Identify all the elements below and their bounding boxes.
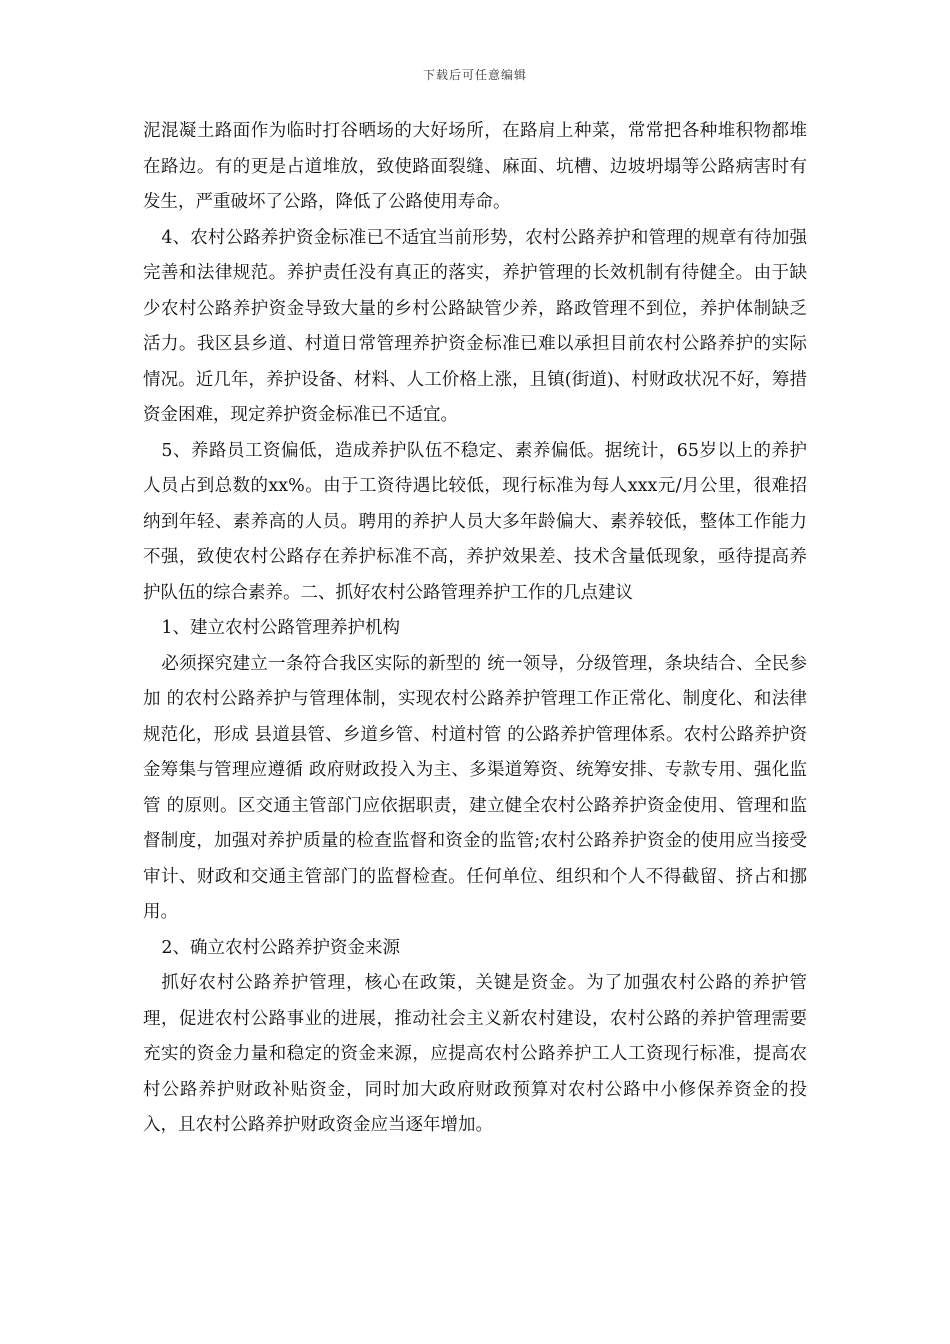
section-heading-2: 2、确立农村公路养护资金来源 (161, 937, 401, 958)
paragraph-section-2: 抓好农村公路养护管理，核心在政策，关键是资金。为了加强农村公路的养护管理，促进农村公路事业的进展，推动社会主义新农村建设，农村公路的养护管理需要充实的资金力量和稳定的资金来源，应提高农村公路养护工人工资现行标准，提高农村公路养护财政补贴资金，同时加大政府财政预算对农村公路中小修保养资金的投入，且农村公路养护财政资金应当逐年增加。 (143, 973, 807, 1135)
paragraph-item-4: 4、农村公路养护资金标准已不适宜当前形势，农村公路养护和管理的规章有待加强完善和法律规范。养护责任没有真正的落实，养护管理的长效机制有待健全。由于缺少农村公路养护资金导致大量的乡村公路缺管少养，路政管理不到位，养护体制缺乏活力。我区县乡道、村道日常管理养护资金标准已难以承担目前农村公路养护的实际情况。近几年，养护设备、材料、人工价格上涨，且镇(街道)、村财政状况不好，筹措资金困难，现定养护资金标准已不适宜。 (143, 227, 807, 425)
paragraph-continuation: 泥混凝土路面作为临时打谷晒场的大好场所，在路肩上种菜，常常把各种堆积物都堆在路边。有的更是占道堆放，致使路面裂缝、麻面、坑槽、边坡坍塌等公路病害时有发生，严重破坏了公路，降低了公路使用寿命。 (143, 121, 807, 212)
paragraph-item-5: 5、养路员工资偏低，造成养护队伍不稳定、素养偏低。据统计，65岁以上的养护人员占到总数的xx%。由于工资待遇比较低，现行标准为每人xxx元/月公里，很难招纳到年轻、素养高的人员。聘用的养护人员大多年龄偏大、素养较低，整体工作能力不强，致使农村公路存在养护标准不高，养护效果差、技术含量低现象，亟待提高养护队伍的综合素养。二、抓好农村公路管理养护工作的几点建议 (143, 440, 807, 603)
section-heading-1: 1、建立农村公路管理养护机构 (161, 618, 401, 638)
page-header: 下载后可任意编辑 (422, 68, 527, 82)
document-body (143, 114, 807, 1144)
paragraph-section-1: 必须探究建立一条符合我区实际的新型的 统一领导，分级管理，条块结合、全民参加 的农村公路养护与管理体制，实现农村公路养护管理工作正常化、制度化、和法律规范化，形成 县道县管、乡道乡管、村道村管 的公路养护管理体系。农村公路养护资金筹集与管理应遵循 政府财政投入为主、多渠道筹资、统筹安排、专款专用、强化监管 的原则。区交通主管部门应依据职责，建立健全农村公路养护资金使用、管理和监督制度，加强对养护质量的检查监督和资金的监管;农村公路养护资金的使用应当接受审计、财政和交通主管部门的监督检查。任何单位、组织和个人不得截留、挤占和挪用。 (143, 653, 807, 922)
